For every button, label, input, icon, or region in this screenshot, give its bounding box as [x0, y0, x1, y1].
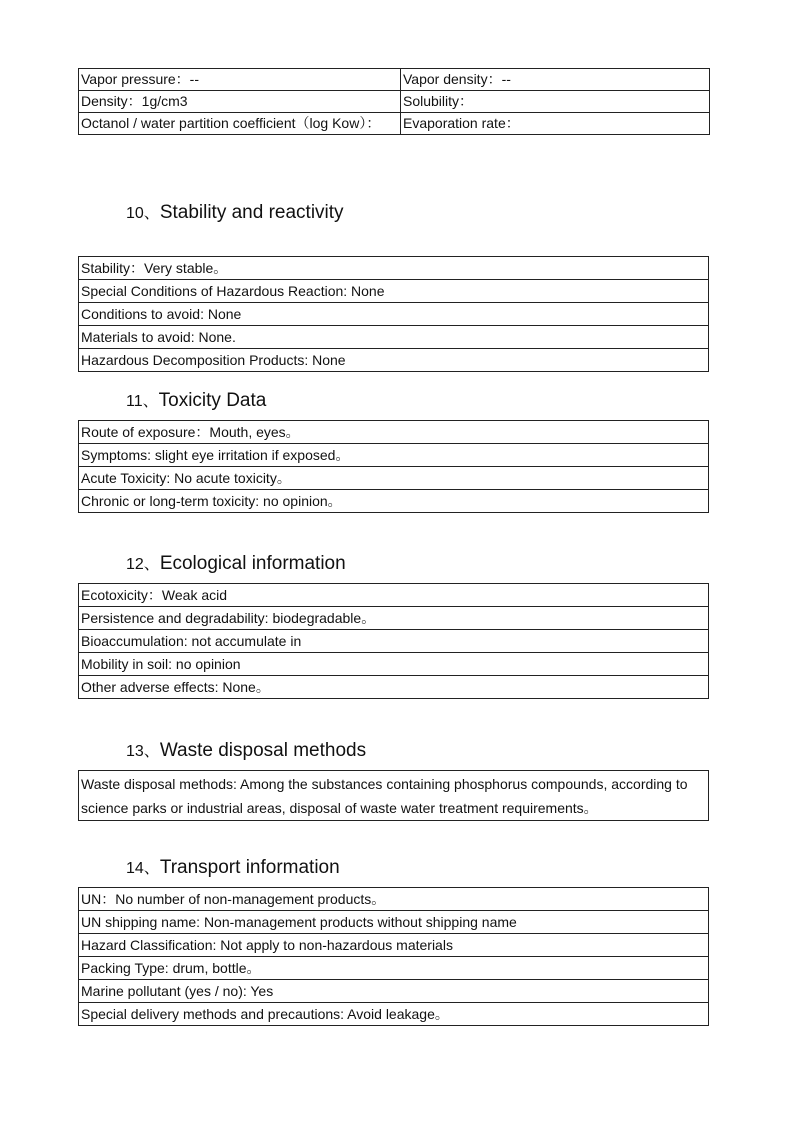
section-number: 13、	[126, 743, 160, 760]
table-row: Other adverse effects: None。	[79, 675, 708, 698]
physical-properties-table	[78, 68, 710, 135]
section-heading	[126, 388, 266, 412]
toxicity-table	[78, 420, 709, 513]
section-number: 12、	[126, 556, 160, 573]
table-row: Stability：Very stable。	[79, 256, 708, 279]
section-number: 10、	[126, 205, 160, 222]
waste-disposal-table	[78, 770, 709, 821]
table-row: Bioaccumulation: not accumulate in	[79, 629, 708, 652]
table-row	[79, 91, 710, 113]
section-title: Transport information	[159, 857, 340, 878]
table-row: Acute Toxicity: No acute toxicity。	[79, 466, 708, 489]
table-row: Route of exposure：Mouth, eyes。	[79, 420, 708, 443]
table-row: Special delivery methods and precautions: Avoid leakage。	[79, 1002, 708, 1025]
table-row: Hazard Classification: Not apply to non-hazardous materials	[79, 933, 708, 956]
table-cell: Vapor pressure：--	[79, 69, 401, 91]
table-row: Waste disposal methods: Among the substances containing phosphorus compounds, according to science parks or industrial areas, disposal of waste water treatment requirements。	[79, 770, 708, 820]
ecological-table	[78, 583, 709, 699]
section-title: Waste disposal methods	[159, 740, 367, 761]
table-row: Hazardous Decomposition Products: None	[79, 348, 708, 371]
table-row: Mobility in soil: no opinion	[79, 652, 708, 675]
table-cell: Evaporation rate：	[401, 113, 710, 135]
table-row: Materials to avoid: None.	[79, 325, 708, 348]
table-cell: Solubility：	[401, 91, 710, 113]
table-cell: Vapor density：--	[401, 69, 710, 91]
section-heading	[126, 855, 340, 879]
table-row: UN shipping name: Non-management products without shipping name	[79, 910, 708, 933]
table-cell: Density：1g/cm3	[79, 91, 401, 113]
table-cell: Octanol / water partition coefficient（log Kow）：	[79, 113, 401, 135]
table-row: UN：No number of non-management products。	[79, 887, 708, 910]
table-row: Marine pollutant (yes / no): Yes	[79, 979, 708, 1002]
section-title: Ecological information	[159, 553, 346, 574]
section-heading	[126, 738, 366, 762]
table-row: Symptoms: slight eye irritation if exposed。	[79, 443, 708, 466]
section-number: 14、	[126, 860, 160, 877]
table-row	[79, 113, 710, 135]
transport-table	[78, 887, 709, 1026]
table-row: Special Conditions of Hazardous Reaction: None	[79, 279, 708, 302]
section-heading	[126, 200, 344, 224]
table-row: Chronic or long-term toxicity: no opinion。	[79, 489, 708, 512]
section-heading	[126, 551, 346, 575]
table-row: Persistence and degradability: biodegradable。	[79, 606, 708, 629]
section-title: Stability and reactivity	[159, 202, 344, 223]
table-row: Ecotoxicity：Weak acid	[79, 583, 708, 606]
section-title: Toxicity Data	[158, 390, 267, 411]
stability-table	[78, 256, 709, 372]
section-number: 11、	[126, 393, 159, 410]
table-row	[79, 69, 710, 91]
table-row: Packing Type: drum, bottle。	[79, 956, 708, 979]
table-row: Conditions to avoid: None	[79, 302, 708, 325]
